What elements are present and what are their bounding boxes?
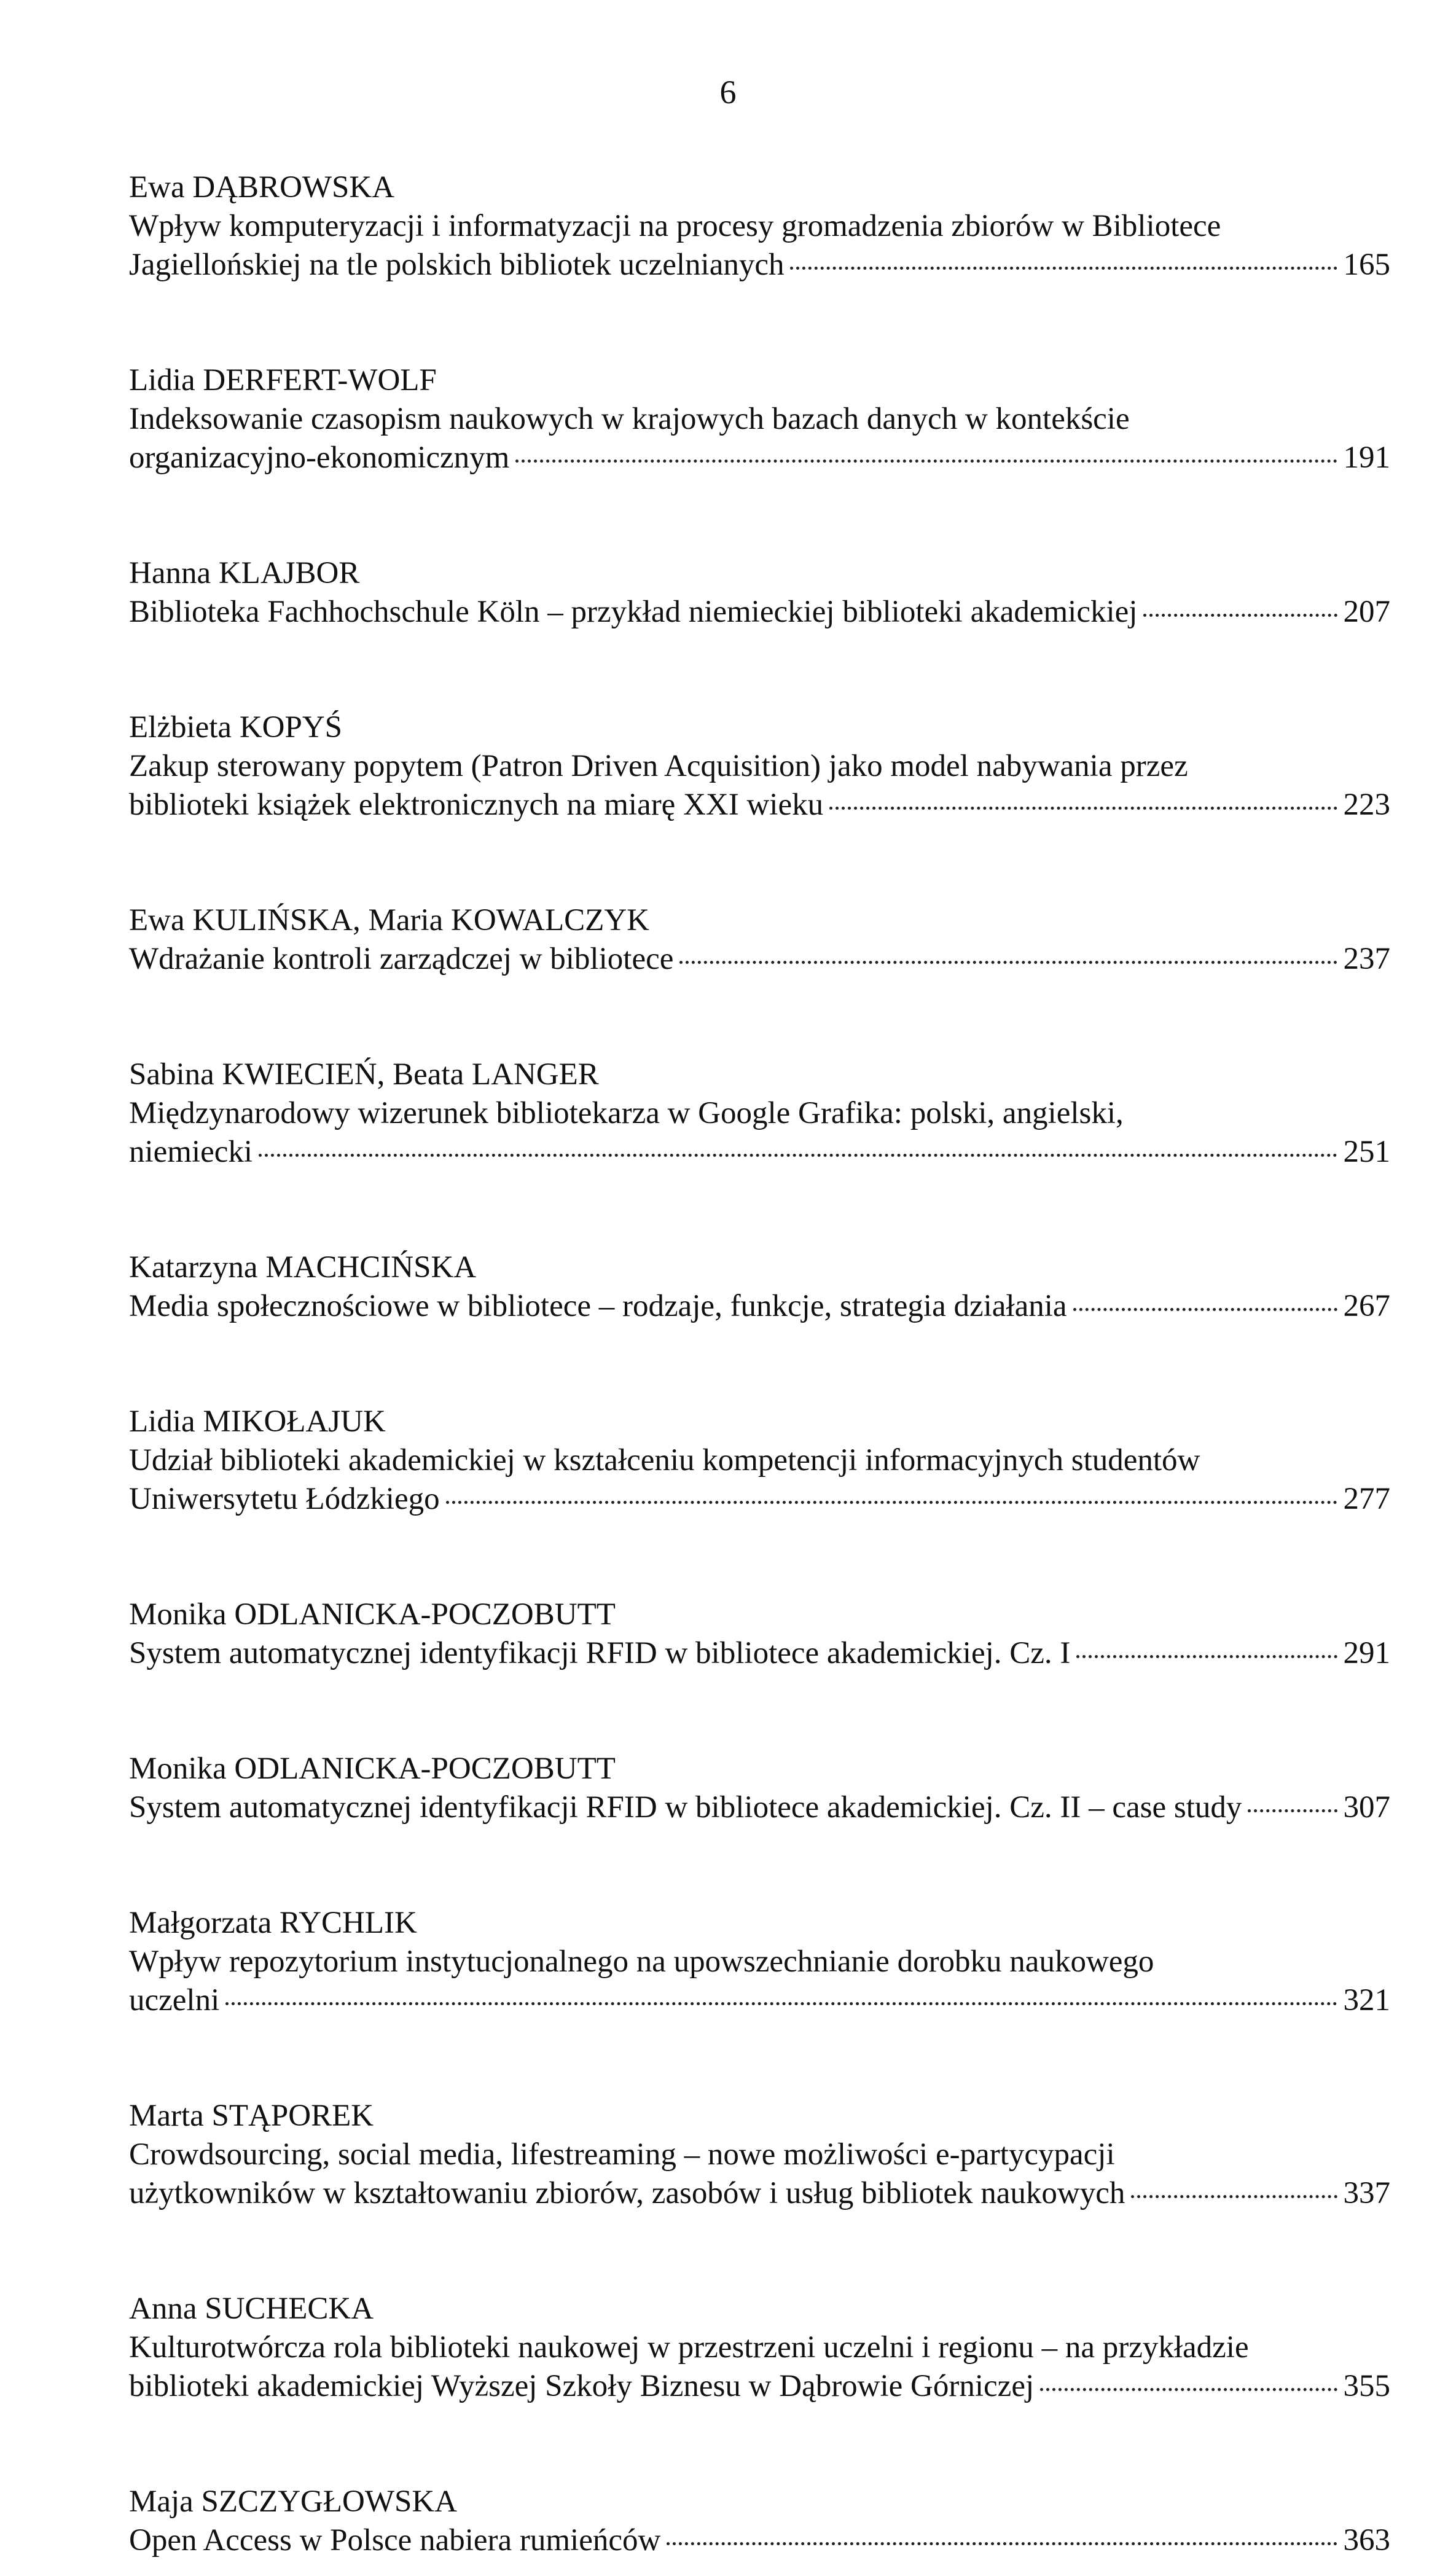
entry-title-line: Wpływ komputeryzacji i informatyzacji na procesy gromadzenia zbiorów w Bibliotece — [129, 209, 1221, 243]
entry-title-last-line — [129, 786, 1390, 824]
dot-leader — [1073, 1307, 1337, 1311]
entry-title-text: Media społecznościowe w bibliotece – rodzaje, funkcje, strategia działania — [129, 1289, 1067, 1323]
toc-entry — [129, 1055, 1390, 1172]
entry-page-number: 251 — [1343, 1135, 1390, 1169]
dot-leader — [259, 1153, 1337, 1157]
entry-title-text: biblioteki książek elektronicznych na miarę XXI wieku — [129, 788, 824, 822]
entry-author: Elżbieta KOPYŚ — [129, 710, 343, 745]
toc-entry — [129, 1248, 1390, 1326]
entry-title-last-line — [129, 1788, 1390, 1827]
entry-title-line: Crowdsourcing, social media, lifestreaming – nowe możliwości e-partycypacji — [129, 2137, 1115, 2172]
entry-title-text: Jagiellońskiej na tle polskich bibliotek uczelnianych — [129, 248, 785, 282]
entry-author: Katarzyna MACHCIŃSKA — [129, 1250, 477, 1285]
entry-author: Marta STĄPOREK — [129, 2099, 374, 2133]
entry-title-last-line — [129, 940, 1390, 979]
entry-title-last-line — [129, 1133, 1390, 1172]
dot-leader — [515, 459, 1337, 463]
entry-page-number: 337 — [1343, 2176, 1390, 2210]
toc-entry — [129, 2290, 1390, 2406]
entry-page-number: 223 — [1343, 788, 1390, 822]
entry-author: Monika ODLANICKA-POCZOBUTT — [129, 1597, 616, 1632]
entry-title-text: organizacyjno-ekonomicznym — [129, 440, 510, 475]
entry-page-number: 321 — [1343, 1983, 1390, 2018]
entry-page-number: 363 — [1343, 2523, 1390, 2558]
entry-title-text: uczelni — [129, 1983, 220, 2018]
table-of-contents — [129, 168, 1390, 2560]
entry-title-last-line — [129, 1634, 1390, 1673]
dot-leader — [1248, 1809, 1337, 1812]
entry-author: Hanna KLAJBOR — [129, 556, 360, 590]
entry-title-line: Zakup sterowany popytem (Patron Driven Acquisition) jako model nabywania przez — [129, 749, 1188, 783]
entry-title-last-line — [129, 2367, 1390, 2406]
dot-leader — [225, 2002, 1337, 2005]
entry-title-text: Uniwersytetu Łódzkiego — [129, 1482, 440, 1516]
entry-title-last-line — [129, 2521, 1390, 2560]
entry-title-text: niemiecki — [129, 1135, 253, 1169]
entry-title-last-line — [129, 246, 1390, 284]
entry-author: Maja SZCZYGŁOWSKA — [129, 2484, 458, 2519]
toc-entry — [129, 2483, 1390, 2560]
entry-title-text: Wdrażanie kontroli zarządczej w bibliotece — [129, 942, 674, 976]
dot-leader — [829, 806, 1337, 810]
entry-title-last-line — [129, 1981, 1390, 2020]
entry-title-line: Udział biblioteki akademickiej w kształceniu kompetencji informacyjnych studentów — [129, 1443, 1200, 1478]
entry-page-number: 277 — [1343, 1482, 1390, 1516]
dot-leader — [1040, 2387, 1337, 2391]
toc-entry — [129, 1595, 1390, 1673]
entry-page-number: 165 — [1343, 248, 1390, 282]
toc-entry — [129, 554, 1390, 632]
toc-entry — [129, 1904, 1390, 2020]
entry-title-text: biblioteki akademickiej Wyższej Szkoły Biznesu w Dąbrowie Górniczej — [129, 2369, 1035, 2403]
dot-leader — [790, 266, 1337, 270]
toc-entry — [129, 1403, 1390, 1519]
entry-page-number: 237 — [1343, 942, 1390, 976]
page-number: 6 — [719, 74, 737, 111]
entry-page-number: 355 — [1343, 2369, 1390, 2403]
toc-entry — [129, 901, 1390, 979]
toc-entry — [129, 1750, 1390, 1827]
entry-title-text: Open Access w Polsce nabiera rumieńców — [129, 2523, 661, 2558]
toc-entry — [129, 168, 1390, 284]
entry-author: Lidia DERFERT-WOLF — [129, 363, 437, 397]
entry-author: Ewa KULIŃSKA, Maria KOWALCZYK — [129, 903, 650, 937]
toc-entry — [129, 2097, 1390, 2213]
entry-author: Sabina KWIECIEŃ, Beata LANGER — [129, 1057, 599, 1092]
entry-page-number: 291 — [1343, 1636, 1390, 1670]
dot-leader — [1143, 613, 1337, 617]
entry-title-last-line — [129, 593, 1390, 632]
entry-title-last-line — [129, 1287, 1390, 1326]
entry-title-line: Międzynarodowy wizerunek bibliotekarza w Google Grafika: polski, angielski, — [129, 1096, 1124, 1130]
entry-title-line: Kulturotwórcza rola biblioteki naukowej w przestrzeni uczelni i regionu – na przykładzie — [129, 2330, 1249, 2365]
entry-page-number: 207 — [1343, 595, 1390, 629]
toc-entry — [129, 708, 1390, 824]
entry-title-text: System automatycznej identyfikacji RFID w bibliotece akademickiej. Cz. II – case study — [129, 1790, 1242, 1825]
entry-author: Małgorzata RYCHLIK — [129, 1906, 417, 1940]
entry-title-last-line — [129, 1480, 1390, 1519]
entry-title-text: System automatycznej identyfikacji RFID w bibliotece akademickiej. Cz. I — [129, 1636, 1071, 1670]
entry-author: Ewa DĄBROWSKA — [129, 170, 395, 205]
entry-title-text: użytkowników w kształtowaniu zbiorów, zasobów i usług bibliotek naukowych — [129, 2176, 1125, 2210]
toc-entry — [129, 361, 1390, 477]
dot-leader — [667, 2542, 1337, 2545]
dot-leader — [446, 1500, 1337, 1504]
entry-author: Monika ODLANICKA-POCZOBUTT — [129, 1752, 616, 1786]
entry-title-last-line — [129, 439, 1390, 477]
entry-author: Anna SUCHECKA — [129, 2292, 374, 2326]
entry-title-text: Biblioteka Fachhochschule Köln – przykład niemieckiej biblioteki akademickiej — [129, 595, 1138, 629]
entry-title-last-line — [129, 2174, 1390, 2213]
entry-title-line: Indeksowanie czasopism naukowych w krajowych bazach danych w kontekście — [129, 402, 1130, 436]
dot-leader — [1131, 2194, 1337, 2198]
entry-author: Lidia MIKOŁAJUK — [129, 1404, 386, 1439]
dot-leader — [679, 960, 1337, 964]
entry-page-number: 267 — [1343, 1289, 1390, 1323]
entry-title-line: Wpływ repozytorium instytucjonalnego na upowszechnianie dorobku naukowego — [129, 1944, 1154, 1979]
entry-page-number: 307 — [1343, 1790, 1390, 1825]
entry-page-number: 191 — [1343, 440, 1390, 475]
dot-leader — [1076, 1654, 1337, 1658]
